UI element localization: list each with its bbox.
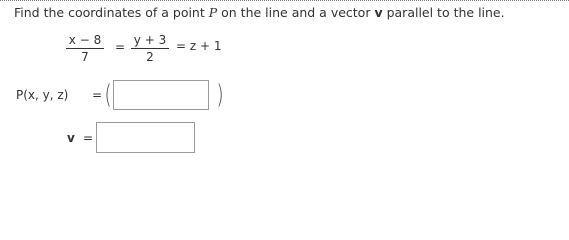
point-label: P(x, y, z) xyxy=(16,88,69,102)
fraction-y xyxy=(131,33,169,64)
fraction-x xyxy=(66,33,104,64)
equation-rhs: = z + 1 xyxy=(176,39,222,53)
vector-label-symbol: v xyxy=(67,131,75,145)
prompt-text-3: parallel to the line. xyxy=(382,5,505,20)
equals-sign-1: = xyxy=(115,40,126,54)
close-parenthesis: ) xyxy=(216,80,224,110)
prompt-vector-variable: v xyxy=(374,5,383,20)
fraction-x-numerator: x − 8 xyxy=(68,33,102,47)
point-equals-sign: = xyxy=(92,88,103,102)
fraction-x-bar xyxy=(66,48,104,49)
vector-label xyxy=(67,131,75,145)
fraction-y-bar xyxy=(131,48,169,49)
prompt-text-2: on the line and a vector xyxy=(217,5,375,20)
fraction-y-denominator: 2 xyxy=(146,50,154,64)
point-coordinates-input[interactable] xyxy=(113,80,209,110)
fraction-x-denominator: 7 xyxy=(81,50,89,64)
vector-equals-sign: = xyxy=(83,131,94,145)
open-parenthesis: ( xyxy=(104,80,112,110)
fraction-y-numerator: y + 3 xyxy=(133,33,167,47)
vector-input[interactable] xyxy=(96,122,195,153)
prompt-point-variable: P xyxy=(208,5,218,20)
prompt-text-1: Find the coordinates of a point xyxy=(14,5,209,20)
